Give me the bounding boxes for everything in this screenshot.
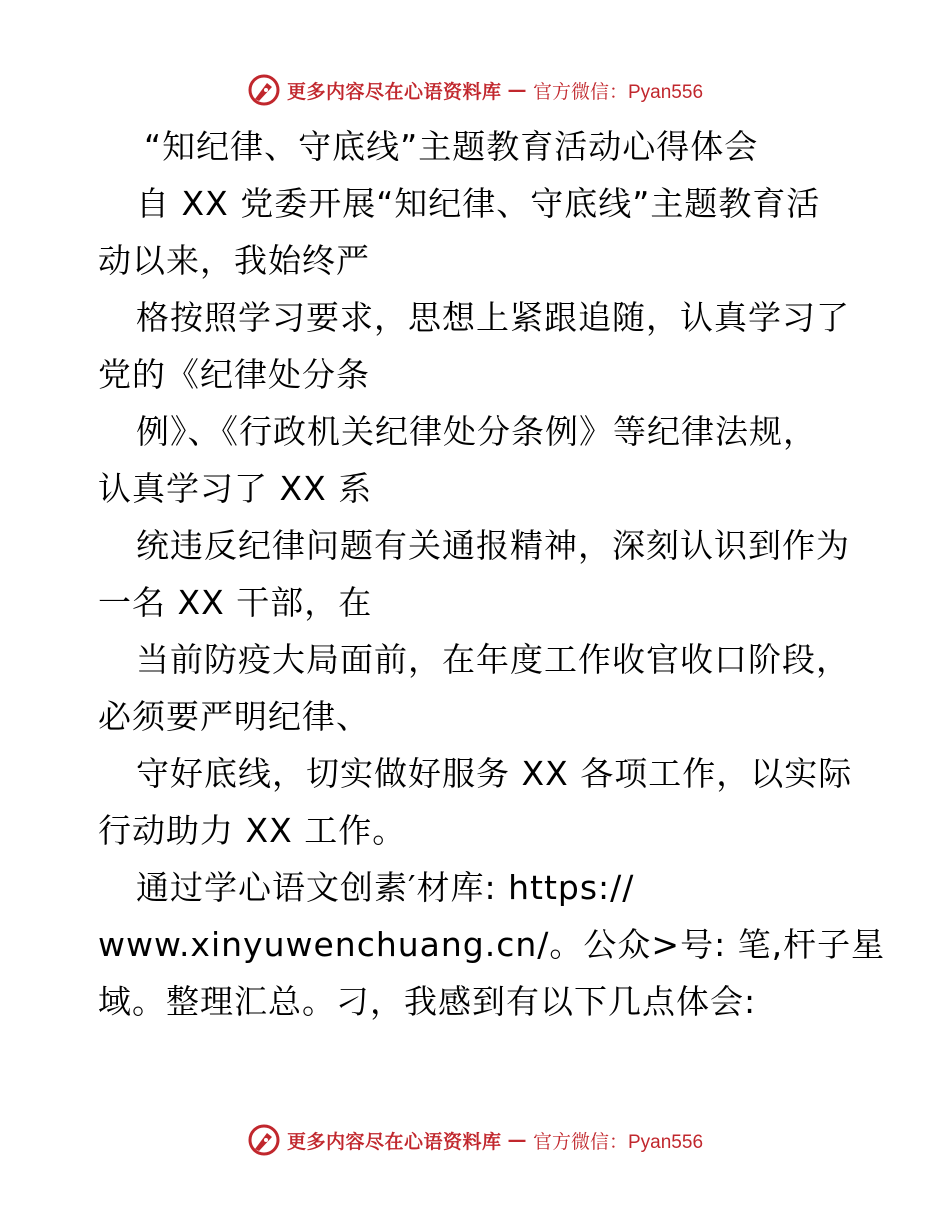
header-banner <box>0 70 950 110</box>
banner-text: 更多内容尽在心语资料库 <box>286 80 502 103</box>
paragraph-line: 守好底线，切实做好服务 XX 各项工作，以实际 <box>136 754 853 793</box>
pen-nib-logo-icon <box>247 1123 281 1157</box>
banner-separator: — <box>507 1129 527 1151</box>
paragraph-line: 统违反纪律问题有关通报精神，深刻认识到作为 <box>136 526 850 565</box>
banner-text: 更多内容尽在心语资料库 <box>286 1130 502 1153</box>
paragraph-line: 必须要严明纪律、 <box>98 697 370 736</box>
paragraph-line: 域。整理汇总。刁，我感到有以下几点体会: <box>98 982 757 1021</box>
paragraph-line: 行动助力 XX 工作。 <box>98 811 407 850</box>
paragraph-line: 认真学习了 XX 系 <box>98 469 373 508</box>
paragraph-line: 例》、《行政机关纪律处分条例》等纪律法规， <box>136 412 817 451</box>
banner-wechat: 官方微信：Pyan556 <box>533 81 704 103</box>
document-body <box>98 118 886 1030</box>
paragraph-line: 当前防疫大局面前，在年度工作收官收口阶段， <box>136 640 850 679</box>
footer-banner <box>0 1120 950 1160</box>
banner-wechat: 官方微信：Pyan556 <box>533 1131 704 1153</box>
banner-separator: — <box>507 79 527 101</box>
paragraph-line: www.xinyuwenchuang.cn/。公众>号: 笔,杆子星 <box>98 925 886 964</box>
paragraph-line: 自 XX 党委开展“知纪律、守底线”主题教育活 <box>136 184 821 223</box>
paragraph-line: 党的《纪律处分条 <box>98 355 370 394</box>
document-title: “知纪律、守底线”主题教育活动心得体会 <box>144 127 759 166</box>
paragraph-line: 格按照学习要求，思想上紧跟追随，认真学习了 <box>136 298 850 337</box>
paragraph-line: 一名 XX 干部，在 <box>98 583 373 622</box>
pen-nib-logo-icon <box>247 73 281 107</box>
paragraph-line: 动以来，我始终严 <box>98 241 370 280</box>
paragraph-line: 通过学心语文创素′材库: https:// <box>136 868 635 907</box>
